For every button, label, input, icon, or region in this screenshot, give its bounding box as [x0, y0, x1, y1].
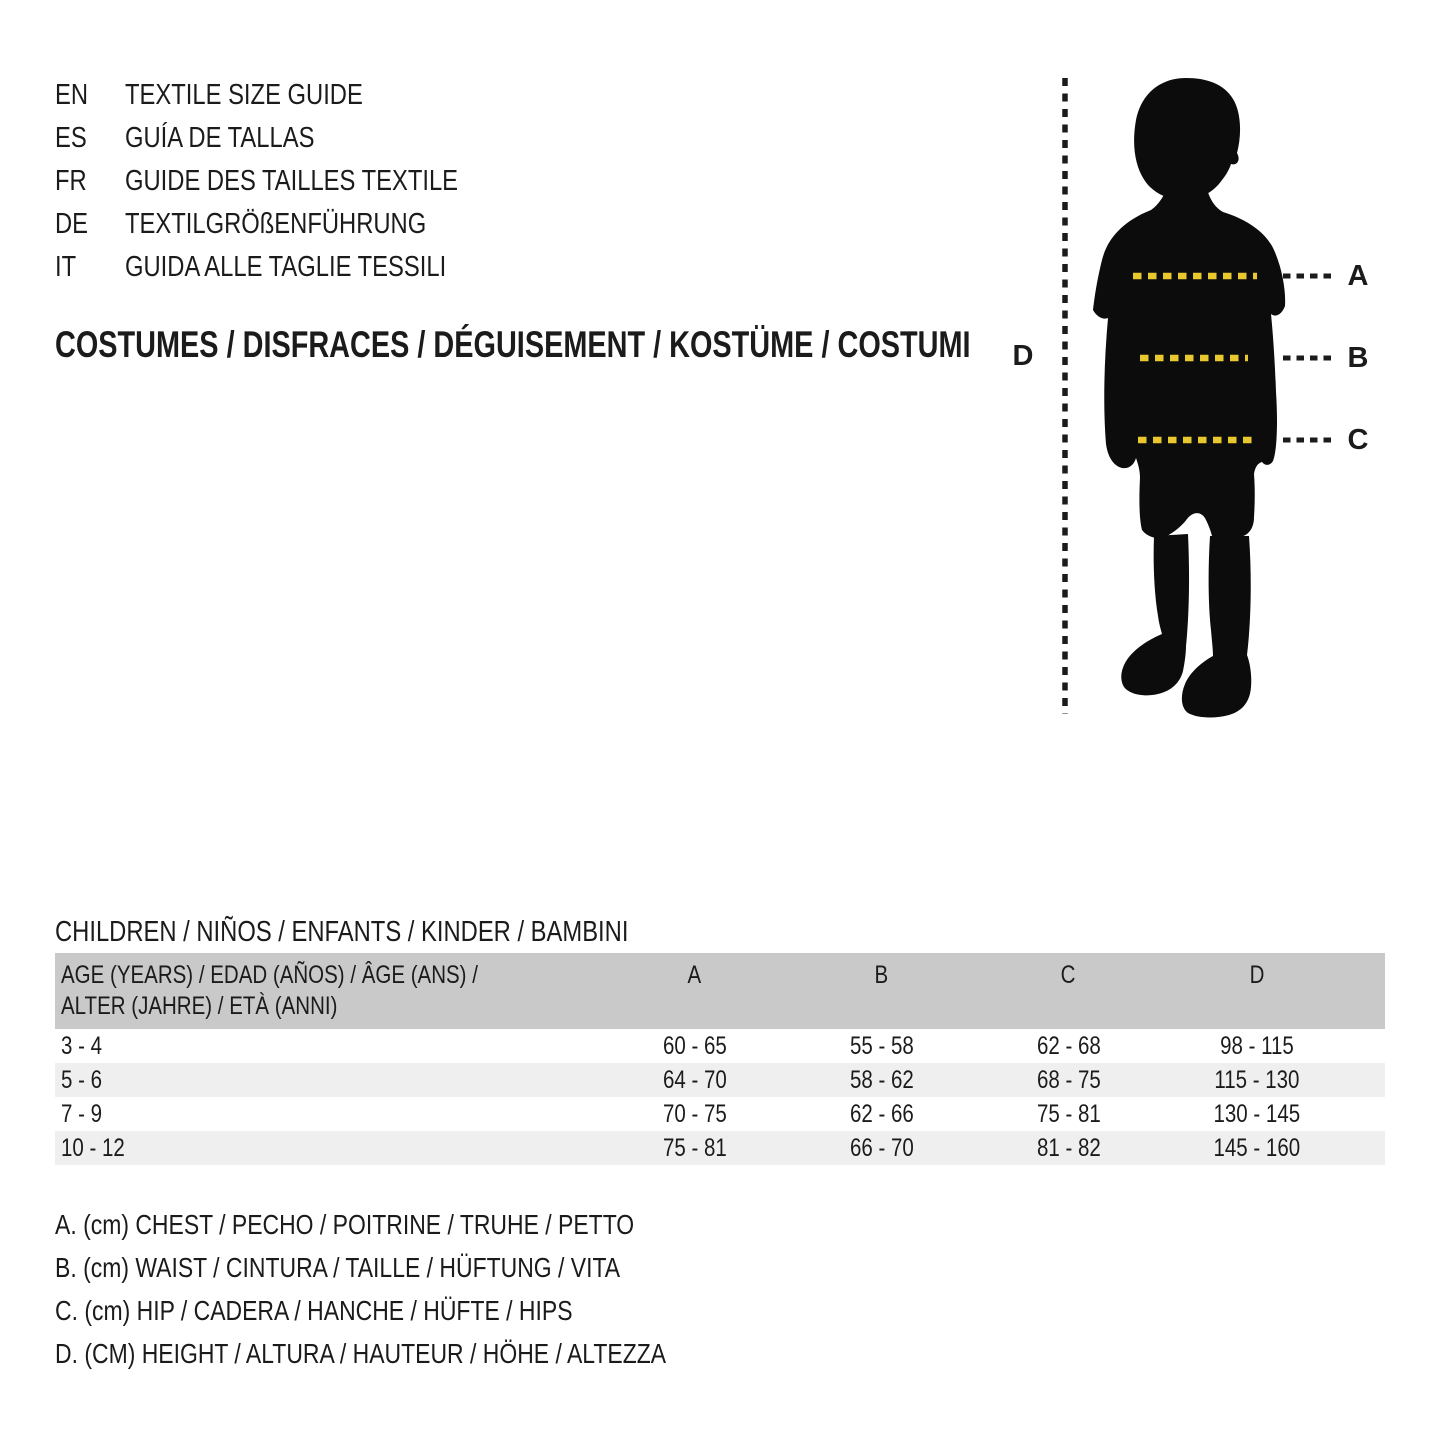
- language-code: DE: [55, 208, 89, 240]
- legend-item-hip: C. (cm) HIP / CADERA / HANCHE / HÜFTE / HIPS: [55, 1295, 573, 1326]
- size-table-body: [55, 1029, 1385, 1165]
- chest-cell: 75 - 81: [662, 1134, 727, 1162]
- table-row: [55, 1063, 1385, 1097]
- waist-cell: 55 - 58: [849, 1032, 914, 1060]
- language-row-fr: [55, 160, 531, 203]
- children-section-title: CHILDREN / NIÑOS / ENFANTS / KINDER / BAMBINI: [55, 916, 629, 948]
- height-cell: 130 - 145: [1213, 1100, 1301, 1128]
- waist-cell: 66 - 70: [849, 1134, 914, 1162]
- language-title: TEXTILGRÖßENFÜHRUNG: [125, 208, 427, 240]
- height-cell: 98 - 115: [1220, 1032, 1294, 1060]
- table-row: [55, 1029, 1385, 1063]
- measure-label-c: C: [1347, 424, 1369, 456]
- hip-cell: 81 - 82: [1036, 1134, 1101, 1162]
- table-row: [55, 1131, 1385, 1165]
- waist-cell: 58 - 62: [849, 1066, 914, 1094]
- measurement-figure: [990, 62, 1410, 722]
- language-code: FR: [55, 165, 87, 197]
- height-cell: 145 - 160: [1213, 1134, 1301, 1162]
- language-title: TEXTILE SIZE GUIDE: [125, 79, 363, 111]
- measure-label-b: B: [1347, 342, 1369, 374]
- column-header-b: B: [874, 961, 889, 989]
- category-title: COSTUMES / DISFRACES / DÉGUISEMENT / KOSTÜME / COSTUMI: [55, 324, 971, 365]
- language-title: GUIDA ALLE TAGLIE TESSILI: [125, 251, 447, 283]
- age-cell: 5 - 6: [61, 1066, 103, 1094]
- child-silhouette-icon: [990, 62, 1410, 722]
- table-row: [55, 1097, 1385, 1131]
- legend-item-chest: A. (cm) CHEST / PECHO / POITRINE / TRUHE / PETTO: [55, 1209, 635, 1240]
- language-title: GUIDE DES TAILLES TEXTILE: [125, 165, 459, 197]
- language-row-it: [55, 246, 531, 289]
- column-header-c: C: [1061, 961, 1076, 989]
- measurement-legend: [55, 1203, 800, 1375]
- measure-label-d: D: [1012, 340, 1034, 372]
- age-cell: 10 - 12: [61, 1134, 125, 1162]
- language-row-de: [55, 203, 531, 246]
- language-code: IT: [55, 251, 77, 283]
- child-silhouette: [1093, 78, 1285, 717]
- language-row-es: [55, 117, 531, 160]
- height-cell: 115 - 130: [1214, 1066, 1300, 1094]
- age-cell: 3 - 4: [61, 1032, 103, 1060]
- column-header-d: D: [1249, 961, 1265, 989]
- language-code: ES: [55, 122, 87, 154]
- chest-cell: 70 - 75: [662, 1100, 727, 1128]
- waist-cell: 62 - 66: [849, 1100, 914, 1128]
- language-row-en: [55, 74, 531, 117]
- chest-cell: 60 - 65: [662, 1032, 727, 1060]
- chest-cell: 64 - 70: [662, 1066, 727, 1094]
- age-cell: 7 - 9: [61, 1100, 103, 1128]
- language-title-list: [55, 74, 531, 289]
- language-title: GUÍA DE TALLAS: [125, 122, 315, 154]
- age-column-header: AGE (YEARS) / EDAD (AÑOS) / ÂGE (ANS) / ALTER (JAHRE) / ETÀ (ANNI): [61, 961, 478, 1020]
- legend-item-height: D. (CM) HEIGHT / ALTURA / HAUTEUR / HÖHE / ALTEZZA: [55, 1338, 667, 1369]
- column-header-a: A: [687, 961, 702, 989]
- language-code: EN: [55, 79, 89, 111]
- measure-label-a: A: [1347, 260, 1369, 292]
- hip-cell: 62 - 68: [1036, 1032, 1101, 1060]
- legend-item-waist: B. (cm) WAIST / CINTURA / TAILLE / HÜFTUNG / VITA: [55, 1252, 621, 1283]
- children-size-table: [55, 953, 1385, 1165]
- hip-cell: 68 - 75: [1036, 1066, 1101, 1094]
- hip-cell: 75 - 81: [1036, 1100, 1101, 1128]
- size-table-header: [55, 953, 1385, 1029]
